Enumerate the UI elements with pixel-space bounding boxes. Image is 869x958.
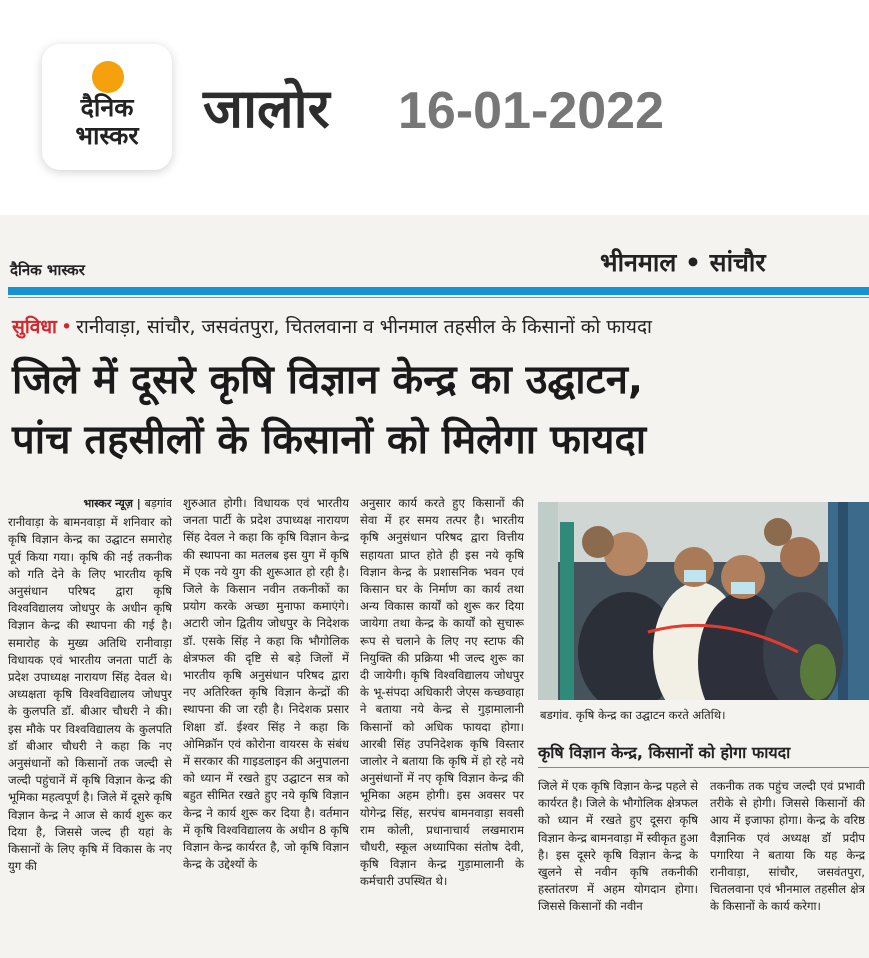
byline-place: बड़गांव xyxy=(144,497,172,510)
inauguration-photo xyxy=(538,502,869,700)
bullet-icon: • xyxy=(60,316,73,338)
kicker-tag: सुविधा xyxy=(12,316,57,338)
sub-headline: कृषि विज्ञान केन्द्र, किसानों को होगा फायदा xyxy=(538,743,791,762)
logo-text-line1: दैनिक xyxy=(80,93,134,122)
edition-city: जालोर xyxy=(203,77,330,140)
kicker-text: रानीवाड़ा, सांचौर, जसवंतपुरा, चितलवाना व भीनमाल तहसील के किसानों को फायदा xyxy=(76,316,652,338)
dainik-bhaskar-logo xyxy=(42,44,172,170)
sub-headline-rule xyxy=(538,767,869,768)
masthead-section: भीनमाल • सांचौर xyxy=(600,248,766,277)
article-column-3: अनुसार कार्य करते हुए किसानों की सेवा में हर समय तत्पर है। भारतीय कृषि अनुसंधान परिषद द्वारा वित्तीय सहायता प्राप्त होते ही इस नये कृषि विज्ञान केन्द्र के प्रशासनिक भवन एवं किसान घर के निर्माण का कार्य तथा अन्य विकास कार्यों को शुरू कर दिया जायेगा तथा केन्द्र के कार्यों को सुचारू रूप से चलाने के लिए नए स्टाफ की नियुक्ति की प्रक्रिया भी जल्द शुरू का दी जायेगी। कृषि विश्वविद्यालय जोधपुर के भू-संपदा अधिकारी जेएस कच्छवाहा ने बताया नये केन्द्र से गुड़ामालानी किसानों को अधिक फायदा होगा। आरबी सिंह उपनिदेशक कृषि विस्तार जालोर ने बताया कि कृषि में हो रहे नये अनुसंधानों में नए कृषि विज्ञान केन्द्र की भूमिका अहम होगी। इस अवसर पर योगेन्द्र सिंह, सरपंच बामनवाड़ा सवसी राम कोली, प्रधानाचार्य लखमाराम चौधरी, स्कूल अध्यापिका संतोष देवी, कृषि विज्ञान केन्द्र गुड़ामालानी के कर्मचारी उपस्थित थे। xyxy=(360,496,524,889)
newspaper-page xyxy=(0,215,869,958)
sub-article-column-1: जिले में एक कृषि विज्ञान केन्द्र पहले से कार्यरत है। जिले के भौगोलिक क्षेत्रफल को ध्यान में रखते हुए दूसरा कृषि विज्ञान केन्द्र बामनवाड़ा में स्वीकृत हुआ है। इस दूसरे कृषि विज्ञान केन्द्र के खुलने से नवीन कृषि तकनीकी हस्तांतरण में अहम योगदान होगा। जिससे किसानों की नवीन xyxy=(538,779,698,914)
kicker xyxy=(12,313,862,339)
article-column-1 xyxy=(8,495,172,935)
photo-illustration xyxy=(538,502,869,700)
banner xyxy=(0,0,869,215)
byline xyxy=(8,495,172,512)
article-column-2: शुरुआत होगी। विधायक एवं भारतीय जनता पार्टी के प्रदेश उपाध्यक्ष नारायण सिंह देवल ने कहा कि कृषि विज्ञान केन्द्र की स्थापना का मतलब इस युग में कृषि में एक नये युग की शुरूआत हो रही है। जिले के किसान नवीन तकनीकों का प्रयोग करके अच्छा मुनाफा कमाएंगे। अटारी जोन द्वितीय जोधपुर के निदेशक डॉ. एसके सिंह ने कहा कि भौगोलिक क्षेत्रफल की दृष्टि से बड़े जिलों में भारतीय कृषि अनुसंधान परिषद द्वारा नए अतिरिक्त कृषि विज्ञान केन्द्रों की स्थापना की जा रही है। निदेशक प्रसार शिक्षा डॉ. ईश्वर सिंह ने कहा कि ओमिक्रॉन एवं कोरोना वायरस के संबंध में सरकार की गाइडलाइन की अनुपालना को ध्यान में रखते हुए उद्घाटन सत्र को बहुत सीमित रखते हुए नये कृषि विज्ञान केन्द्र ने कार्य शुरू कर दिया है। वर्तमान में कृषि विश्वविद्यालय के अधीन 8 कृषि विज्ञान केन्द्र कार्यरत है, जो कृषि विज्ञान केन्द्र के उद्देश्यों के xyxy=(183,496,349,872)
sun-icon xyxy=(92,61,124,93)
header-rule xyxy=(8,287,869,295)
photo-caption: बडगांव. कृषि केन्द्र का उद्घाटन करते अतिथि। xyxy=(540,708,726,722)
masthead-brand: दैनिक भास्कर xyxy=(10,261,85,279)
headline-line1: जिले में दूसरे कृषि विज्ञान केन्द्र का उद्घाटन, xyxy=(12,357,644,403)
column-1-text: रानीवाड़ा के बामनवाड़ा में शनिवार को कृषि विज्ञान केन्द्र का उद्घाटन समारोह पूर्व किया गया। कृषि की नई तकनीक को गति देने के लिए भारतीय कृषि अनुसंधान परिषद द्वारा कृषि विश्वविद्यालय जोधपुर के अधीन कृषि विज्ञान केन्द्र की स्थापना की गई है। समारोह के मुख्य अतिथि रानीवाड़ा विधायक एवं भारतीय जनता पार्टी के प्रदेश उपाध्यक्ष नारायण सिंह देवल थे। अध्यक्षता कृषि विश्वविद्यालय जोधपुर के कुलपति डॉ. बीआर चौधरी ने की। इस मौके पर विश्वविद्यालय के कुलपति डॉ बीआर चौधरी ने कहा कि नए अनुसंधानों को किसानों तक जल्दी से जल्दी पहुंचानें में कृषि विज्ञान केन्द्र की भूमिका महत्वपूर्ण है। जिले में दूसरे कृषि विज्ञान केन्द्र ने आज से कार्य शुरू कर दिया है, जिससे जल्द ही यहां के किसानों के लिए कृषि में विकास के नए युग की xyxy=(8,515,172,874)
byline-source: भास्कर न्यूज़ | xyxy=(83,497,141,510)
logo-text-line2: भास्कर xyxy=(75,121,139,150)
sub-article-column-2: तकनीक तक पहुंच जल्दी एवं प्रभावी तरीके से होगी। जिससे किसानों की आय में इजाफा होगा। केन्द्र के वरिष्ठ वैज्ञानिक एवं अध्यक्ष डॉ प्रदीप पगारिया ने बताया कि यह केन्द्र रानीवाड़ा, सांचौर, जसवंतपुरा, चितलवाना एवं भीनमाल तहसील क्षेत्र के किसानों के कार्य करेगा। xyxy=(710,779,865,914)
headline-line2: पांच तहसीलों के किसानों को मिलेगा फायदा xyxy=(12,417,647,463)
header-thin-rule xyxy=(8,297,869,298)
edition-date: 16-01-2022 xyxy=(398,82,664,140)
